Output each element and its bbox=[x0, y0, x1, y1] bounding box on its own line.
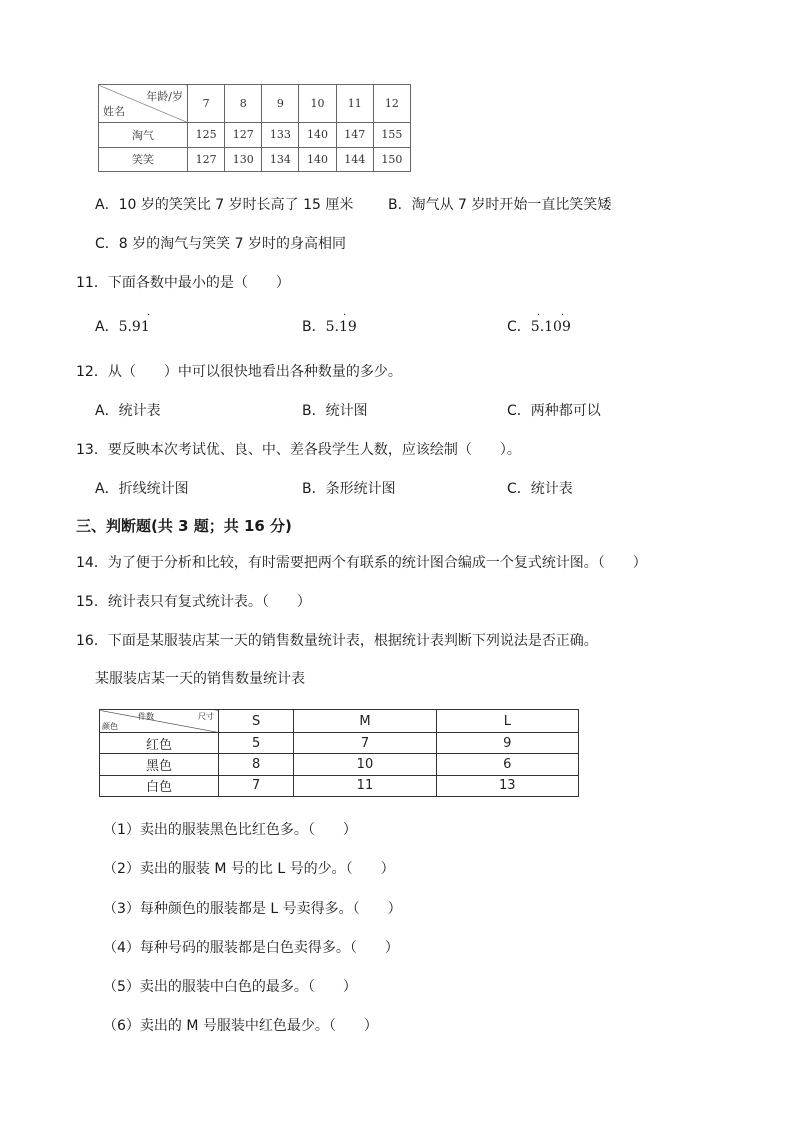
q13-stem: 13．要反映本次考试优、良、中、差各段学生人数，应该绘制（ ）。 bbox=[76, 442, 521, 458]
table-cell: 8 bbox=[219, 754, 294, 775]
corner-name-label: 姓名 bbox=[103, 105, 125, 118]
q12-stem: 12．从（ ）中可以很快地看出各种数量的多少。 bbox=[76, 364, 402, 380]
height-table bbox=[98, 84, 411, 172]
size-header: S bbox=[219, 710, 294, 733]
table-cell: 133 bbox=[262, 123, 299, 148]
section-heading: 三、判断题(共 3 题；共 16 分) bbox=[76, 517, 292, 535]
row-color: 红色 bbox=[100, 733, 219, 754]
q10-option-c: C．8 岁的淘气与笑笑 7 岁时的身高相同 bbox=[95, 236, 346, 252]
height-table-header bbox=[99, 85, 411, 123]
q13-option-b: B．条形统计图 bbox=[302, 481, 396, 497]
table-row bbox=[100, 775, 579, 796]
q12-option-c: C．两种都可以 bbox=[507, 403, 601, 419]
table-title: 某服装店某一天的销售数量统计表 bbox=[95, 671, 305, 687]
age-header: 12 bbox=[373, 85, 410, 123]
sales-table bbox=[99, 709, 579, 797]
corner-count-label: 件数 bbox=[138, 712, 154, 721]
age-header: 11 bbox=[336, 85, 373, 123]
repeat-dot-icon: · bbox=[147, 310, 151, 321]
repeating-decimal: 5.91 bbox=[118, 319, 150, 335]
table-cell: 140 bbox=[299, 147, 336, 172]
table-cell: 10 bbox=[294, 754, 436, 775]
row-name: 淘气 bbox=[99, 123, 188, 148]
table-cell: 147 bbox=[336, 123, 373, 148]
q10-option-b: B．淘气从 7 岁时开始一直比笑笑矮 bbox=[388, 197, 612, 213]
table-cell: 134 bbox=[262, 147, 299, 172]
sales-table-header bbox=[100, 710, 579, 733]
table-row bbox=[100, 733, 579, 754]
table-cell: 127 bbox=[225, 123, 262, 148]
q16-stem: 16．下面是某服装店某一天的销售数量统计表，根据统计表判断下列说法是否正确。 bbox=[76, 633, 598, 649]
table-cell: 6 bbox=[436, 754, 578, 775]
table-cell: 144 bbox=[336, 147, 373, 172]
table-row bbox=[99, 147, 411, 172]
table-cell: 127 bbox=[188, 147, 225, 172]
statement-4: （4）每种号码的服装都是白色卖得多。（ ） bbox=[103, 940, 399, 956]
q11-option-a bbox=[95, 316, 150, 336]
statement-3: （3）每种颜色的服装都是 L 号卖得多。（ ） bbox=[103, 901, 402, 917]
statement-2: （2）卖出的服装 M 号的比 L 号的少。（ ） bbox=[103, 861, 395, 877]
q13-option-c: C．统计表 bbox=[507, 481, 573, 497]
option-prefix: C． bbox=[507, 319, 531, 335]
table-row bbox=[100, 754, 579, 775]
table-cell: 155 bbox=[373, 123, 410, 148]
table-cell: 7 bbox=[219, 775, 294, 796]
q14-statement: 14．为了便于分析和比较，有时需要把两个有联系的统计图合编成一个复式统计图。（ ） bbox=[76, 555, 647, 571]
repeating-decimal: 5.109 bbox=[530, 319, 571, 335]
option-prefix: A． bbox=[95, 319, 119, 335]
repeating-decimal: 5.19 bbox=[325, 319, 357, 335]
age-header: 7 bbox=[188, 85, 225, 123]
q11-stem: 11．下面各数中最小的是（ ） bbox=[76, 275, 290, 291]
sales-table-corner bbox=[100, 710, 219, 733]
table-cell: 140 bbox=[299, 123, 336, 148]
table-cell: 11 bbox=[294, 775, 436, 796]
size-header: M bbox=[294, 710, 436, 733]
row-color: 黑色 bbox=[100, 754, 219, 775]
corner-size-label: 尺寸 bbox=[198, 712, 214, 721]
repeat-dot-icon: · bbox=[343, 310, 347, 321]
age-header: 10 bbox=[299, 85, 336, 123]
corner-age-label: 年龄/岁 bbox=[146, 90, 183, 103]
option-prefix: B． bbox=[302, 319, 326, 335]
q11-option-b bbox=[302, 316, 357, 336]
table-cell: 7 bbox=[294, 733, 436, 754]
age-header: 9 bbox=[262, 85, 299, 123]
q15-statement: 15．统计表只有复式统计表。（ ） bbox=[76, 594, 311, 610]
table-cell: 125 bbox=[188, 123, 225, 148]
table-cell: 9 bbox=[436, 733, 578, 754]
row-name: 笑笑 bbox=[99, 147, 188, 172]
repeat-dot-icon: · bbox=[561, 310, 565, 321]
statement-5: （5）卖出的服装中白色的最多。（ ） bbox=[103, 979, 357, 995]
q12-option-b: B．统计图 bbox=[302, 403, 368, 419]
row-color: 白色 bbox=[100, 775, 219, 796]
size-header: L bbox=[436, 710, 578, 733]
table-cell: 130 bbox=[225, 147, 262, 172]
table-cell: 5 bbox=[219, 733, 294, 754]
q12-option-a: A．统计表 bbox=[95, 403, 161, 419]
height-table-corner bbox=[99, 85, 188, 123]
age-header: 8 bbox=[225, 85, 262, 123]
table-cell: 13 bbox=[436, 775, 578, 796]
corner-color-label: 颜色 bbox=[102, 722, 118, 731]
table-cell: 150 bbox=[373, 147, 410, 172]
q10-option-a: A．10 岁的笑笑比 7 岁时长高了 15 厘米 bbox=[95, 197, 354, 213]
statement-6: （6）卖出的 M 号服装中红色最少。（ ） bbox=[103, 1018, 378, 1034]
repeat-dot-icon: · bbox=[537, 310, 541, 321]
table-row bbox=[99, 123, 411, 148]
q13-option-a: A．折线统计图 bbox=[95, 481, 189, 497]
statement-1: （1）卖出的服装黑色比红色多。（ ） bbox=[103, 822, 357, 838]
